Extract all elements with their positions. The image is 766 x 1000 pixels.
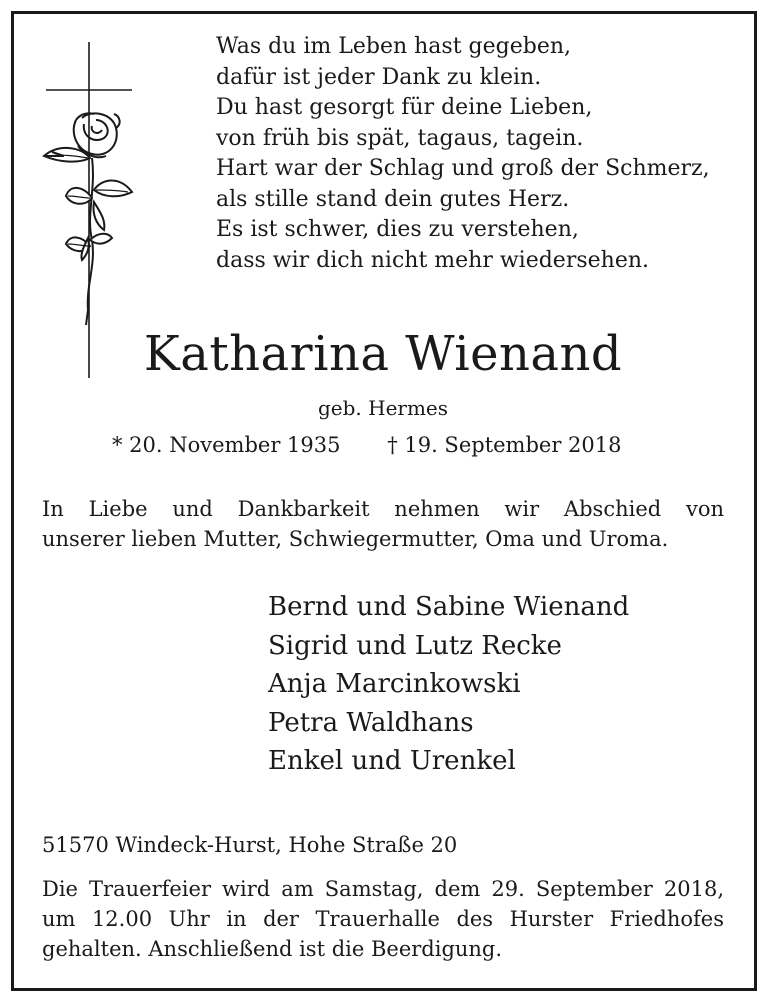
deceased-name: Katharina Wienand bbox=[143, 326, 623, 382]
mourner-item: Petra Waldhans bbox=[268, 707, 474, 738]
farewell-line: unserer lieben Mutter, Schwiegermutter, Oma und Uroma. bbox=[42, 527, 669, 551]
poem-line: von früh bis spät, tagaus, tagein. bbox=[216, 125, 584, 151]
farewell-text bbox=[42, 494, 724, 554]
mourner-item: Sigrid und Lutz Recke bbox=[268, 630, 562, 661]
farewell-line: In Liebe und Dankbarkeit nehmen wir Abschied von bbox=[42, 497, 724, 521]
poem-line: dafür ist jeder Dank zu klein. bbox=[216, 64, 542, 90]
poem-line: Was du im Leben hast gegeben, bbox=[216, 34, 572, 59]
funeral-notice bbox=[42, 874, 724, 964]
mourner-item: Bernd und Sabine Wienand bbox=[268, 592, 630, 622]
life-dates bbox=[112, 430, 622, 460]
death-date: † 19. September 2018 bbox=[387, 433, 622, 457]
poem-line: Es ist schwer, dies zu verstehen, bbox=[216, 217, 579, 242]
poem-line: Du hast gesorgt für deine Lieben, bbox=[216, 95, 593, 120]
poem bbox=[216, 32, 716, 276]
poem-line: Hart war der Schlag und groß der Schmerz, bbox=[216, 156, 710, 181]
funeral-line: um 12.00 Uhr in der Trauerhalle des Hurster Friedhofes bbox=[42, 907, 724, 931]
poem-line: dass wir dich nicht mehr wiedersehen. bbox=[216, 247, 650, 273]
family-address: 51570 Windeck-Hurst, Hohe Straße 20 bbox=[42, 833, 458, 857]
mourners-list bbox=[268, 588, 629, 781]
birth-date: * 20. November 1935 bbox=[112, 433, 341, 457]
maiden-name: geb. Hermes bbox=[317, 396, 449, 420]
funeral-line: Die Trauerfeier wird am Samstag, dem 29. September 2018, bbox=[42, 877, 724, 901]
poem-line: als stille stand dein gutes Herz. bbox=[216, 186, 570, 212]
mourner-item: Enkel und Urenkel bbox=[268, 746, 516, 776]
funeral-line: gehalten. Anschließend ist die Beerdigung. bbox=[42, 937, 503, 961]
mourner-item: Anja Marcinkowski bbox=[268, 669, 521, 699]
